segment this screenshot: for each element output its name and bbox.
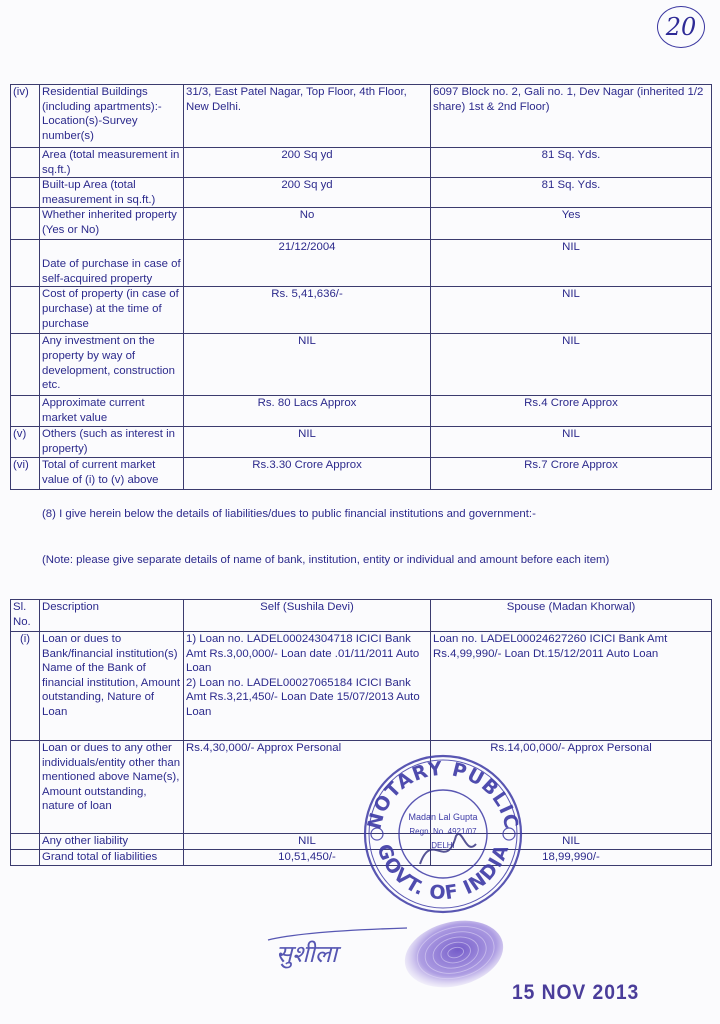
table-header-row [11, 600, 712, 632]
date-stamp: 15 NOV 2013 [512, 981, 640, 1004]
row-label: Approximate current market value [40, 396, 184, 427]
table-row [11, 85, 712, 148]
self-value: NIL [184, 334, 431, 396]
spouse-value: Loan no. LADEL00024627260 ICICI Bank Amt Rs.4,99,990/- Loan Dt.15/12/2011 Auto Loan [431, 632, 712, 741]
table-row [11, 334, 712, 396]
self-value: 21/12/2004 [184, 240, 431, 287]
assets-table [10, 84, 712, 490]
row-number: (iv) [11, 85, 40, 148]
row-label: Date of purchase in case of self-acquired property [40, 240, 184, 287]
row-number [11, 334, 40, 396]
spouse-value: 81 Sq. Yds. [431, 178, 712, 208]
spouse-value: NIL [431, 287, 712, 334]
self-value: 31/3, East Patel Nagar, Top Floor, 4th Floor, New Delhi. [184, 85, 431, 148]
thumb-impression [402, 920, 506, 988]
row-label: Total of current market value of (i) to (v) above [40, 458, 184, 490]
row-number [11, 148, 40, 178]
spouse-value: NIL [431, 427, 712, 458]
table-row [11, 148, 712, 178]
row-label: Residential Buildings (including apartments):- Location(s)-Survey number(s) [40, 85, 184, 148]
liabilities-intro: (8) I give herein below the details of liabilities/dues to public financial institutions and government:- [42, 508, 536, 520]
self-loan-1: 1) Loan no. LADEL00024304718 ICICI Bank Amt Rs.3,00,000/- Loan date .01/11/2011 Auto Loan [186, 633, 420, 675]
row-label: Any investment on the property by way of development, construction etc. [40, 334, 184, 396]
row-number [11, 208, 40, 240]
self-value: NIL [184, 427, 431, 458]
row-number [11, 240, 40, 287]
stamp-top-text: NOTARY PUBLIC [363, 757, 523, 832]
row-label: Loan or dues to Bank/financial institution(s) Name of the Bank of financial institution, Amount outstanding, Nature of Loan [40, 632, 184, 741]
self-value: 200 Sq yd [184, 178, 431, 208]
row-label: Grand total of liabilities [40, 850, 184, 866]
self-value: NIL [184, 834, 431, 850]
row-number [11, 396, 40, 427]
row-label: Area (total measurement in sq.ft.) [40, 148, 184, 178]
spouse-value: Yes [431, 208, 712, 240]
stamp-name: Madan Lal Gupta [408, 812, 478, 822]
spouse-value: Rs.14,00,000/- Approx Personal [431, 741, 712, 834]
row-label: Whether inherited property (Yes or No) [40, 208, 184, 240]
row-label: Any other liability [40, 834, 184, 850]
header-self: Self (Sushila Devi) [184, 600, 431, 632]
self-value: Rs.4,30,000/- Approx Personal [184, 741, 431, 834]
row-number [11, 834, 40, 850]
table-row [11, 396, 712, 427]
self-value: 200 Sq yd [184, 148, 431, 178]
row-number [11, 741, 40, 834]
table-row [11, 287, 712, 334]
self-value: No [184, 208, 431, 240]
stamp-bottom-text: GOVT. OF INDIA [372, 841, 514, 905]
self-loan-2: 2) Loan no. LADEL00027065184 ICICI Bank Amt Rs.3,21,450/- Loan Date 15/07/2013 Auto Loan [186, 676, 420, 718]
row-number [11, 287, 40, 334]
table-row [11, 178, 712, 208]
row-label: Built-up Area (total measurement in sq.ft.) [40, 178, 184, 208]
spouse-value: NIL [431, 334, 712, 396]
self-value: Rs.3.30 Crore Approx [184, 458, 431, 490]
spouse-value: 18,99,990/- [431, 850, 712, 866]
row-label: Others (such as interest in property) [40, 427, 184, 458]
table-row [11, 632, 712, 741]
self-value: 10,51,450/- [184, 850, 431, 866]
table-row [11, 427, 712, 458]
row-number: (vi) [11, 458, 40, 490]
self-value: Rs. 5,41,636/- [184, 287, 431, 334]
spouse-value: Rs.7 Crore Approx [431, 458, 712, 490]
signature-text: सुशीला [276, 940, 338, 968]
notary-stamp [358, 752, 528, 916]
spouse-value: NIL [431, 834, 712, 850]
spouse-value: Rs.4 Crore Approx [431, 396, 712, 427]
self-value [184, 632, 431, 741]
signature [262, 922, 422, 970]
spouse-value: NIL [431, 240, 712, 287]
row-number [11, 850, 40, 866]
stamp-regn: Regn. No. 4921/07 [409, 827, 477, 836]
row-number [11, 178, 40, 208]
liabilities-note: (Note: please give separate details of name of bank, institution, entity or individual and amount before each item) [42, 554, 610, 566]
table-row [11, 458, 712, 490]
page-number: 20 [657, 6, 705, 48]
table-row [11, 208, 712, 240]
row-number: (v) [11, 427, 40, 458]
header-spouse: Spouse (Madan Khorwal) [431, 600, 712, 632]
spouse-value: 81 Sq. Yds. [431, 148, 712, 178]
spouse-value: 6097 Block no. 2, Gali no. 1, Dev Nagar (inherited 1/2 share) 1st & 2nd Floor) [431, 85, 712, 148]
row-label: Loan or dues to any other individuals/entity other than mentioned above Name(s), Amount outstanding, nature of loan [40, 741, 184, 834]
row-label: Cost of property (in case of purchase) at the time of purchase [40, 287, 184, 334]
header-sl-no: Sl. No. [11, 600, 40, 632]
row-number: (i) [11, 632, 40, 741]
stamp-city: DELHI [431, 841, 455, 850]
header-description: Description [40, 600, 184, 632]
table-row [11, 240, 712, 287]
self-value: Rs. 80 Lacs Approx [184, 396, 431, 427]
